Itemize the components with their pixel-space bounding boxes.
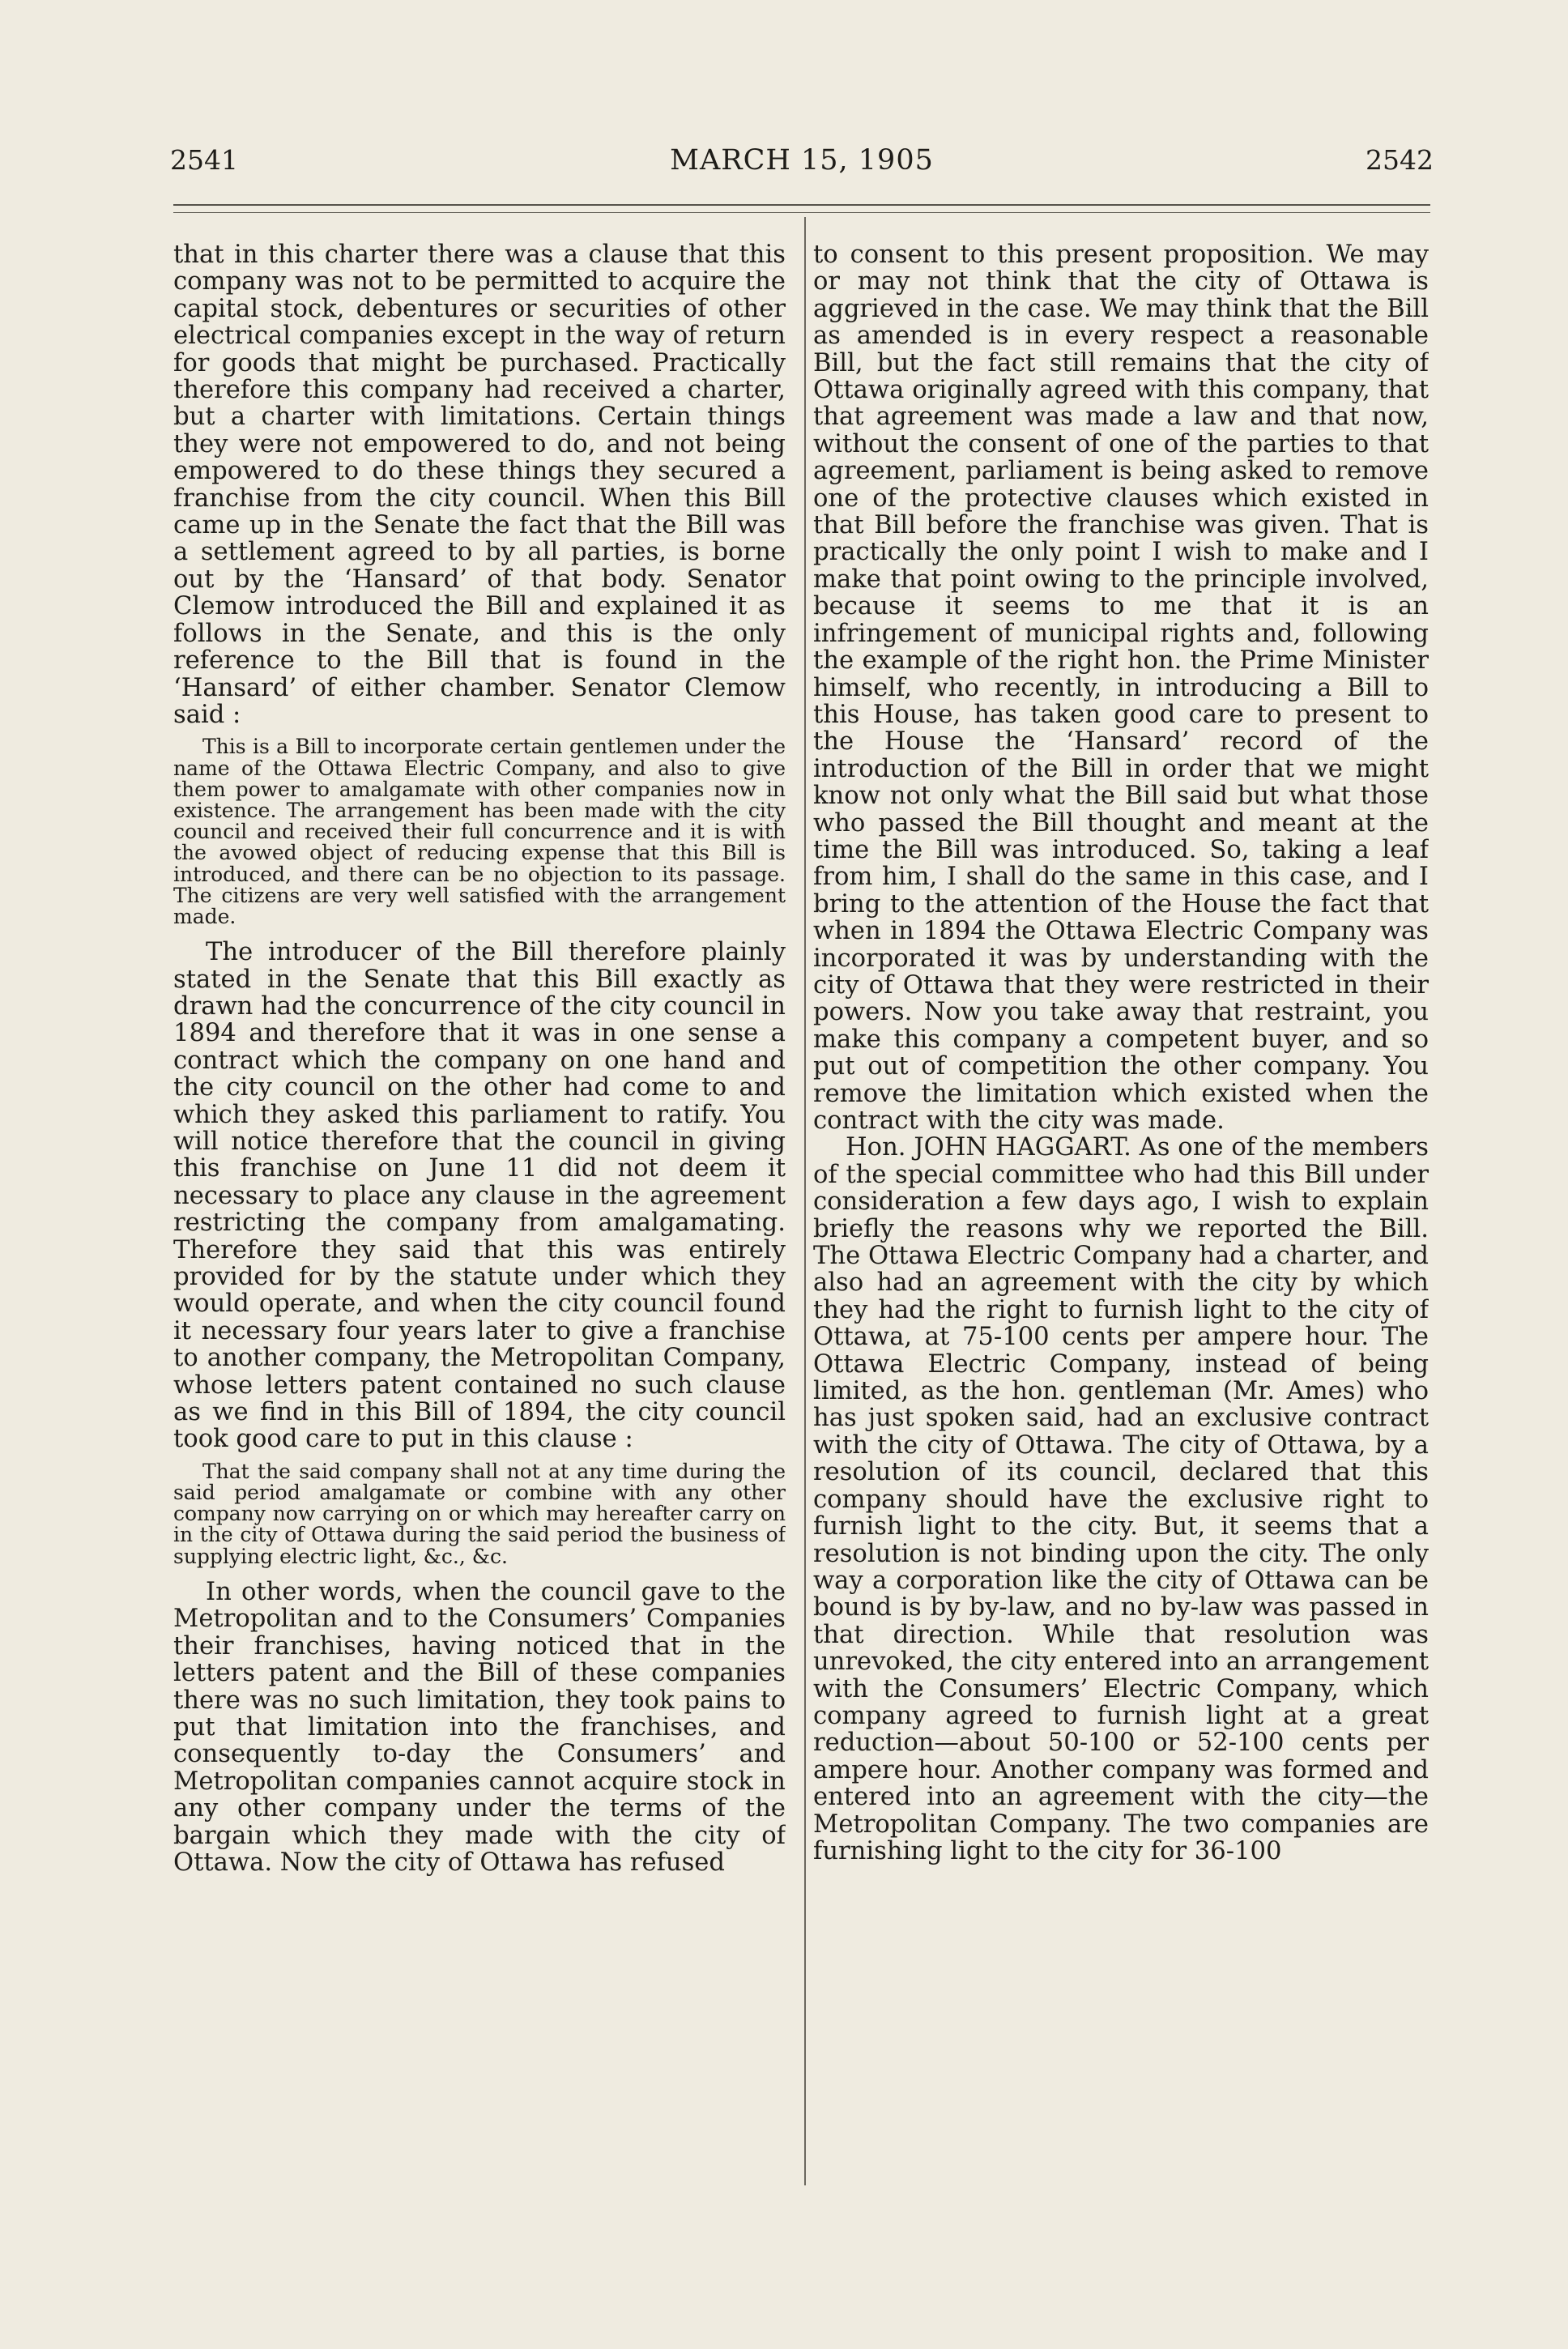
right-paragraph-2: Hon. JOHN HAGGART. As one of the members of the special committee who had this Bill under consideration a few days ago, I wish to explain briefly the reasons why we reported the Bill. The Ottawa Electric Company had a charter, and also had an agreement with the city by which they had the right to furnish light to the city of Ottawa, at 75-100 cents per ampere hour. The Ottawa Electric Company, instead of being limited, as the hon. gentleman (Mr. Ames) who has just spoken said, had an exclusive contract with the city of Ottawa. The city of Ottawa, by a resolution of its council, declared that this company should have the exclusive right to furnish light to the city. But, it seems that a resolution is not binding upon the city. The only way a corporation like the city of Ottawa can be bound is by by-law, and no by-law was passed in that direction. While that resolution was unrevoked, the city entered into an arrangement with the Consumers’ Electric Company, which company agreed to furnish light at a great reduction—about 50-100 or 52-100 cents per ampere hour. Another company was formed and entered into an agreement with the city—the Metropolitan Company. The two companies are furnishing light to the city for 36-100 <box>813 1133 1429 1865</box>
left-quotation-1: This is a Bill to incorporate certain gentlemen under the name of the Ottawa Electric Company, and also to give them power to amalgamate with other companies now in existence. The arrangement has been made with the city council and received their full concurrence and it is with the avowed object of reducing expense that this Bill is introduced, and there can be no objection to its passage. The citizens are very well satisfied with the arrangement made. <box>173 735 786 928</box>
left-quotation-2: That the said company shall not at any time during the said period amalgamate or combine with any other company now carrying on or which may hereafter carry on in the city of Ottawa during the said period the business of supplying electric light, &c., &c. <box>173 1459 786 1568</box>
header-rule-top <box>173 204 1430 206</box>
right-page-number: 2542 <box>1366 144 1434 176</box>
left-page-number: 2541 <box>170 144 238 176</box>
left-column <box>173 241 786 2193</box>
right-column <box>813 241 1429 2193</box>
header-rule-bottom <box>173 212 1430 213</box>
page-date: MARCH 15, 1905 <box>670 144 934 177</box>
left-paragraph-2: The introducer of the Bill therefore plainly stated in the Senate that this Bill exactly as drawn had the concurrence of the city council in 1894 and therefore that it was in one sense a contract which the company on one hand and the city council on the other had come to and which they asked this parliament to ratify. You will notice therefore that the council in giving this franchise on June 11 did not deem it necessary to place any clause in the agreement restricting the company from amalgamating. Therefore they said that this was entirely provided for by the statute under which they would operate, and when the city council found it necessary four years later to give a franchise to another company, the Metropolitan Company, whose letters patent contained no such clause as we find in this Bill of 1894, the city council took good care to put in this clause : <box>173 938 786 1454</box>
page-header <box>170 144 1434 193</box>
right-paragraph-1: to consent to this present proposition. We may or may not think that the city of Ottawa is aggrieved in the case. We may think that the Bill as amended is in every respect a reasonable Bill, but the fact still remains that the city of Ottawa originally agreed with this company, that that agreement was made a law and that now, without the consent of one of the parties to that agreement, parliament is being asked to remove one of the protective clauses which existed in that Bill before the franchise was given. That is practically the only point I wish to make and I make that point owing to the principle involved, because it seems to me that it is an infringement of municipal rights and, following the example of the right hon. the Prime Minister himself, who recently, in introducing a Bill to this House, has taken good care to present to the House the ‘Hansard’ record of the introduction of the Bill in order that we might know not only what the Bill said but what those who passed the Bill thought and meant at the time the Bill was introduced. So, taking a leaf from him, I shall do the same in this case, and I bring to the attention of the House the fact that when in 1894 the Ottawa Electric Company was incorporated it was by understanding with the city of Ottawa that they were restricted in their powers. Now you take away that restraint, you make this company a competent buyer, and so put out of competition the other company. You remove the limitation which existed when the contract with the city was made. <box>813 241 1429 1135</box>
column-separator <box>804 217 806 2185</box>
left-paragraph-3: In other words, when the council gave to the Metropolitan and to the Consumers’ Companies their franchises, having noticed that in the letters patent and the Bill of these companies there was no such limitation, they took pains to put that limitation into the franchises, and consequently to-day the Consumers’ and Metropolitan companies cannot acquire stock in any other company under the terms of the bargain which they made with the city of Ottawa. Now the city of Ottawa has refused <box>173 1577 786 1877</box>
left-paragraph-1: that in this charter there was a clause that this company was not to be permitted to acquire the capital stock, debentures or securities of other electrical companies except in the way of return for goods that might be purchased. Practically therefore this company had received a charter, but a charter with limitations. Certain things they were not empowered to do, and not being empowered to do these things they secured a franchise from the city council. When this Bill came up in the Senate the fact that the Bill was a settlement agreed to by all parties, is borne out by the ‘Hansard’ of that body. Senator Clemow introduced the Bill and explained it as follows in the Senate, and this is the only reference to the Bill that is found in the ‘Hansard’ of either chamber. Senator Clemow said : <box>173 241 786 729</box>
